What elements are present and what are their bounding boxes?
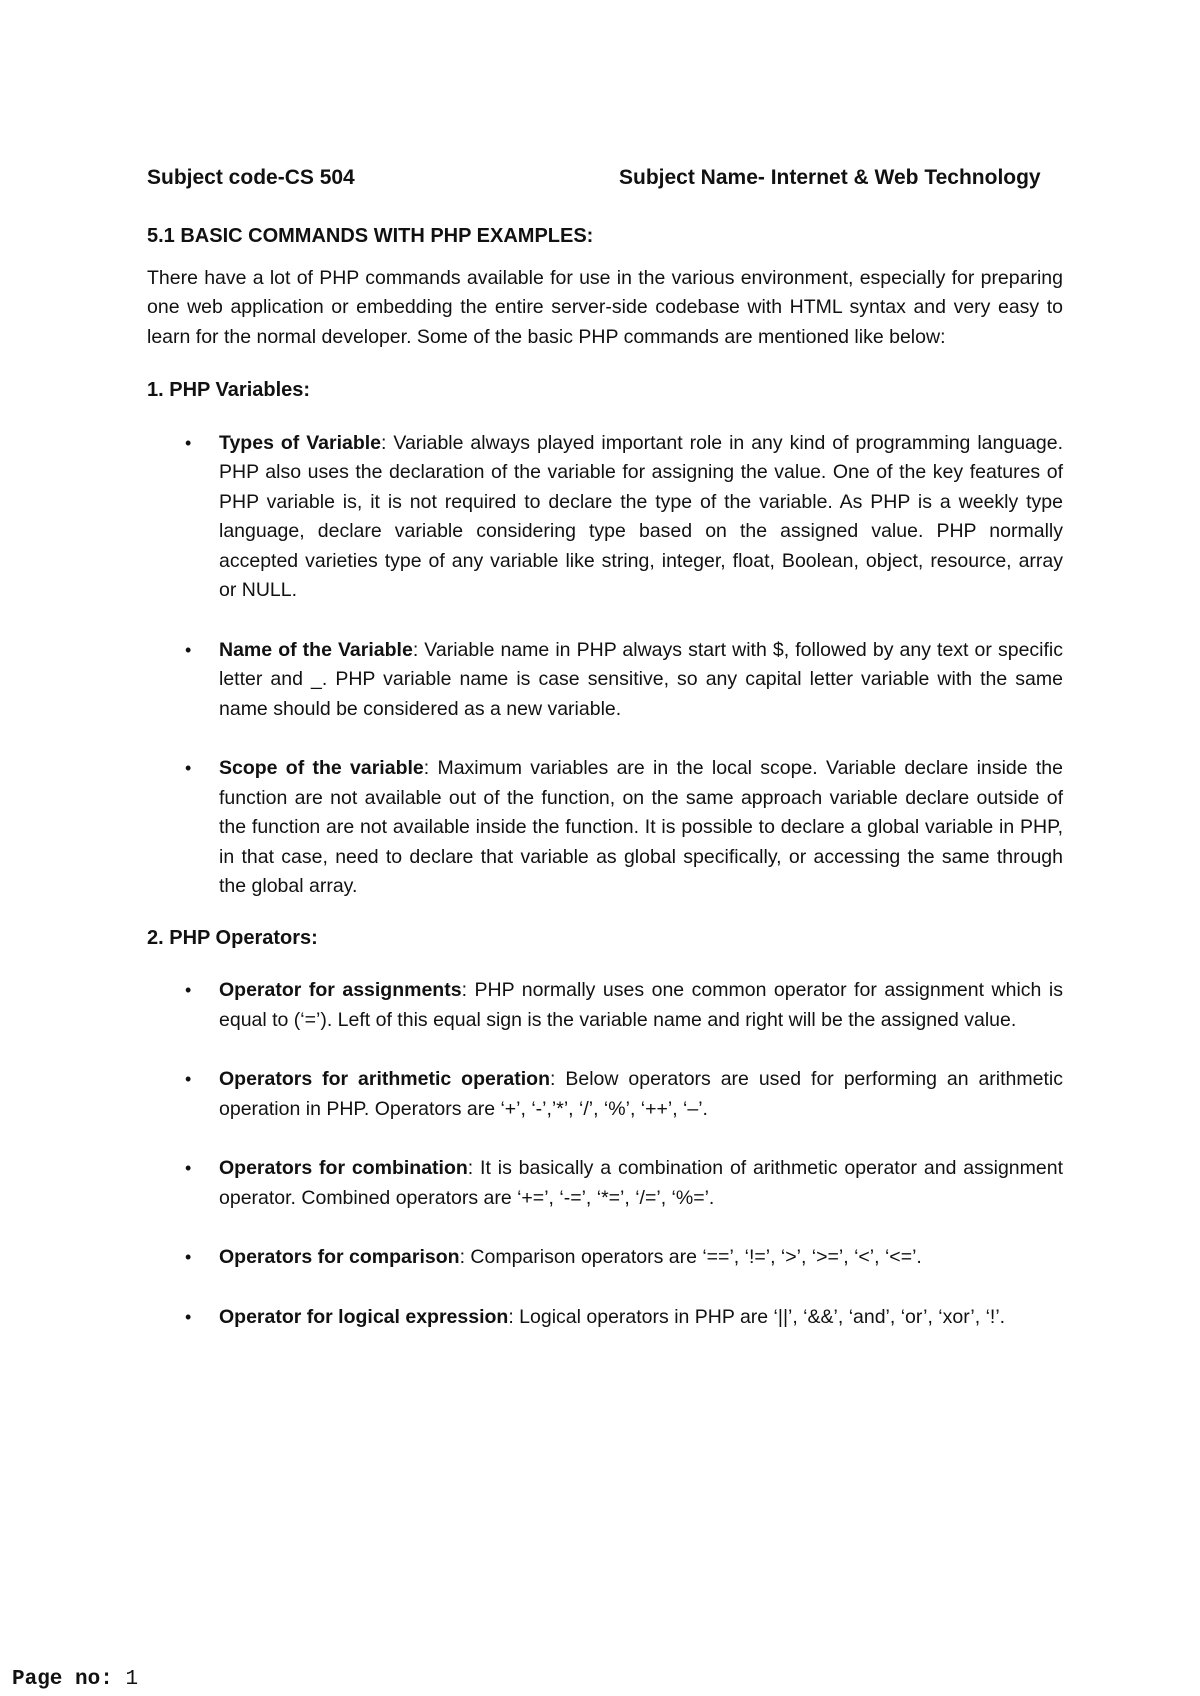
item-term: Operators for arithmetic operation (219, 1068, 551, 1090)
item-text: : Maximum variables are in the local scope. Variable declare inside the function are not available out of the function, on the same approach variable declare outside of the function are not available inside the function. It is possible to declare a global variable in PHP, in that case, need to declare that variable as global specifically, or accessing the same through the global array. (219, 757, 1063, 897)
subject-name: Subject Name- Internet & Web Technology (619, 166, 1041, 189)
page-footer (12, 1668, 138, 1691)
list-item (147, 976, 1063, 1035)
item-term: Operators for combination (219, 1157, 468, 1179)
item-text: : Below operators are used for performing an arithmetic operation in PHP. Operators are ‘+’, ‘-’,’*’, ‘/’, ‘%’, ‘++’, ‘–’. (219, 1068, 1063, 1120)
item-text: : PHP normally uses one common operator for assignment which is equal to (‘=’). Left of this equal sign is the variable name and right will be the assigned value. (219, 979, 1063, 1031)
item-term: Types of Variable (219, 431, 382, 454)
list-item (147, 1065, 1063, 1124)
item-term: Operator for logical expression (219, 1305, 509, 1328)
item-term: Scope of the variable (219, 757, 424, 779)
bullet-icon: • (185, 639, 192, 660)
item-text: : Logical operators in PHP are ‘||’, ‘&&’, ‘and’, ‘or’, ‘xor’, ‘!’. (508, 1305, 1006, 1328)
list-item (147, 1154, 1063, 1213)
bullet-icon: • (185, 758, 192, 778)
bullet-icon: • (185, 1158, 192, 1178)
section-title: 5.1 BASIC COMMANDS WITH PHP EXAMPLES: (147, 225, 594, 247)
variables-heading: 1. PHP Variables: (147, 379, 311, 401)
item-term: Operator for assignments (219, 979, 462, 1001)
subject-code: Subject code-CS 504 (147, 166, 355, 189)
item-term: Operators for comparison (219, 1246, 460, 1268)
page-header (147, 166, 1053, 196)
page-number-label: Page no: (12, 1668, 113, 1691)
page-number: 1 (125, 1668, 139, 1691)
operators-heading: 2. PHP Operators: (147, 926, 318, 949)
intro-paragraph: There have a lot of PHP commands available for use in the various environment, especially for preparing one web application or embedding the entire server-side codebase with HTML syntax and very easy to learn for the normal developer. Some of the basic PHP commands are mentioned like below: (147, 266, 1063, 348)
item-text: : Comparison operators are ‘==’, ‘!=’, ‘>’, ‘>=’, ‘<’, ‘<=’. (459, 1246, 922, 1268)
bullet-icon: • (185, 1247, 192, 1267)
bullet-icon: • (185, 980, 192, 1000)
bullet-icon: • (185, 1306, 192, 1327)
item-term: Name of the Variable (219, 638, 413, 661)
variables-list (147, 429, 1063, 902)
list-item (147, 429, 1063, 606)
list-item (147, 1303, 1063, 1333)
item-text: : Variable name in PHP always start with $, followed by any text or specific letter and _. PHP variable name is case sensitive, so any capital letter variable with the same name should be considered as a new variable. (219, 638, 1063, 720)
bullet-icon: • (185, 432, 192, 453)
item-text: : Variable always played important role in any kind of programming language. PHP also uses the declaration of the variable for assigning the value. One of the key features of PHP variable is, it is not required to declare the type of the variable. As PHP is a weekly type language, declare variable considering type based on the assigned value. PHP normally accepted varieties type of any variable like string, integer, float, Boolean, object, resource, array or NULL. (219, 431, 1064, 601)
item-text: : It is basically a combination of arithmetic operator and assignment operator. Combined operators are ‘+=’, ‘-=’, ‘*=’, ‘/=’, ‘%=’. (219, 1157, 1063, 1209)
list-item (147, 636, 1063, 725)
bullet-icon: • (185, 1069, 192, 1089)
document-body (147, 222, 1063, 1354)
list-item (147, 754, 1063, 902)
operators-list (147, 976, 1063, 1332)
list-item (147, 1243, 1063, 1273)
